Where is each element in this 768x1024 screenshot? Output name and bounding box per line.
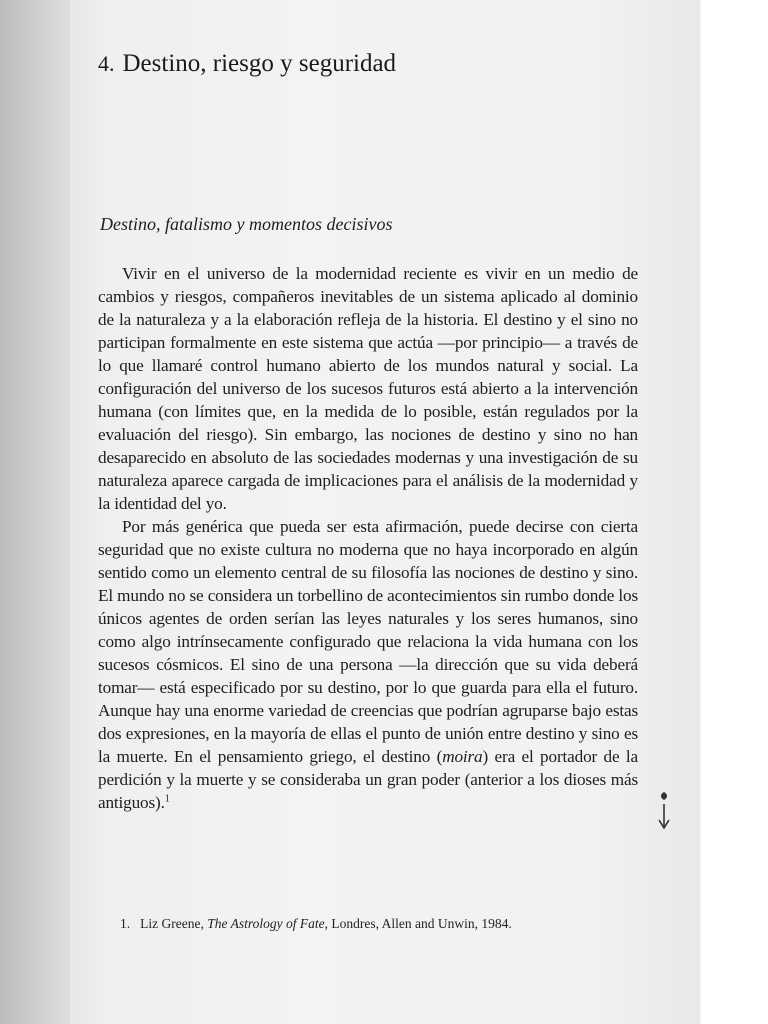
body-text: [98, 262, 638, 814]
footnote-number: 1.: [120, 916, 131, 931]
chapter-number: 4.: [98, 51, 115, 76]
footnote: [120, 916, 640, 932]
chapter-title: Destino, riesgo y seguridad: [122, 50, 397, 77]
paragraph-1-text: Vivir en el universo de la modernidad reciente es vivir en un medio de cambios y riesgos, compañeros inevitables de un sistema aplicado al dominio de la naturaleza y a la elaboración refleja de la historia. El destino y el sino no participan formalmente en este sistema que actúa —por principio— a través de lo que llamaré control humano abierto de los mundos natural y social. La configuración del universo de los sucesos futuros está abierto a la intervención humana (con límites que, en la medida de lo posible, están regulados por la evaluación del riesgo). Sin embargo, las nociones de destino y sino no han desaparecido en absoluto de las sociedades modernas y una investigación de su naturaleza aparece cargada de implicaciones para el análisis de la modernidad y la identidad del yo.: [98, 264, 638, 513]
paragraph-2-italic-term: moira: [442, 747, 483, 766]
footnote-author: Liz Greene,: [140, 916, 204, 931]
page-gutter-shadow: [0, 0, 70, 1024]
paragraph-2-text: Por más genérica que pueda ser esta afirmación, puede decirse con cierta seguridad que no existe cultura no moderna que no haya incorporado en algún sentido como un elemento central de su filosofía las nociones de destino y sino. El mundo no se considera un torbellino de acontecimientos sin rumbo donde los únicos agentes de orden serían las leyes naturales y los seres humanos, sino como algo intrínsecamente configurado que relaciona la vida humana con los sucesos cósmicos. El sino de una persona —la dirección que su vida deberá tomar— está especificado por su destino, por lo que guarda para ella el futuro. Aunque hay una enorme variedad de creencias que podrían agruparse bajo estas dos expresiones, en la mayoría de ellas el punto de unión entre destino y sino es la muerte. En el pensamiento griego, el destino (: [98, 517, 638, 766]
chapter-heading: [98, 50, 396, 78]
paragraph-2: [98, 515, 638, 814]
footnote-reference: 1: [164, 793, 170, 805]
section-title: Destino, fatalismo y momentos decisivos: [100, 214, 393, 234]
paragraph-1: [98, 262, 638, 515]
handwritten-margin-mark-icon: [654, 788, 674, 832]
paragraph-2-text-end: ) era el portador de la perdición y la muerte y se consideraba un gran poder (anterior a los dioses más antiguos).: [98, 747, 639, 812]
footnote-publisher: Londres, Allen and Unwin, 1984.: [331, 916, 512, 931]
footnote-title: The Astrology of Fate,: [207, 916, 328, 931]
